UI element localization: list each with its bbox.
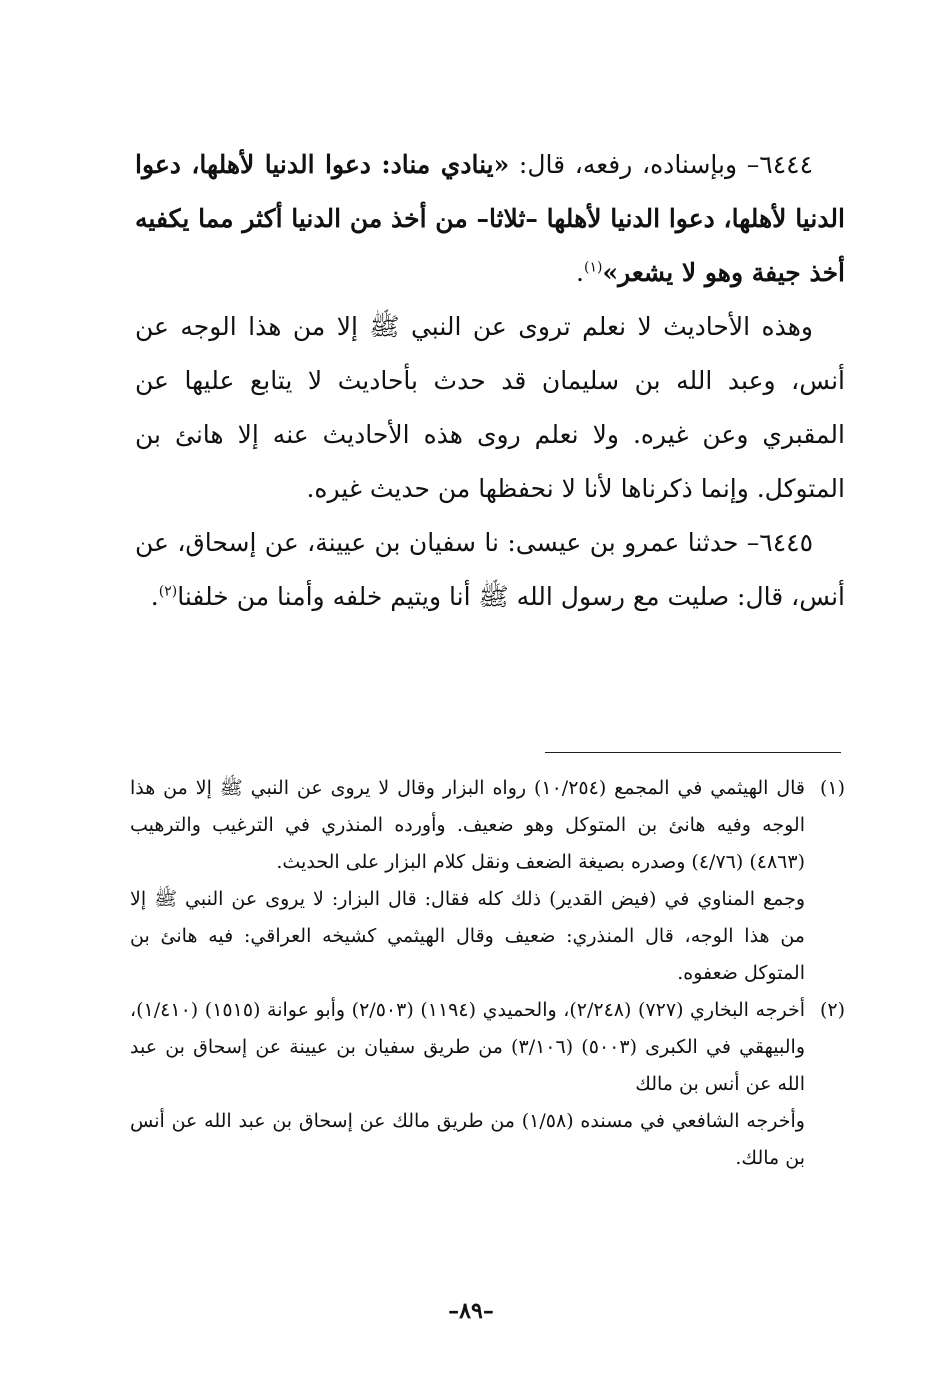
footnote-2-continuation: وأخرجه الشافعي في مسنده (١/٥٨) من طريق مالك عن إسحاق بن عبد الله عن أنس بن مالك. [130, 1110, 805, 1169]
footnote-1-number: (١) [819, 777, 845, 799]
hadith-6445-text: ٦٤٤٥– حدثنا عمرو بن عيسى: نا سفيان بن عيينة، عن إسحاق، عن أنس، قال: صليت مع رسول الله ﷺ أنا ويتيم خلفه وأمنا من خلفنا [135, 528, 845, 611]
footnote-2 [130, 992, 845, 1103]
footnote-1-continuation: وجمع المناوي في (فيض القدير) ذلك كله فقال: قال البزار: لا يروى عن النبي ﷺ إلا من هذا الوجه، قال المنذري: ضعيف وقال الهيثمي كشيخه العراقي: فيه هانئ بن المتوكل ضعفوه. [130, 888, 805, 984]
hadith-6444-quote: «ينادي مناد: دعوا الدنيا لأهلها، دعوا الدنيا لأهلها، دعوا الدنيا لأهلها –ثلاثا– من أخذ من الدنيا أكثر مما يكفيه أخذ جيفة وهو لا يشعر» [135, 150, 845, 287]
commentary-paragraph: وهذه الأحاديث لا نعلم تروى عن النبي ﷺ إلا من هذا الوجه عن أنس، وعبد الله بن سليمان قد حدث بأحاديث لا يتابع عليها عن المقبري وعن غيره. ولا نعلم روى هذه الأحاديث عنه إلا هانئ بن المتوكل. وإنما ذكرناها لأنا لا نحفظها من حديث غيره. [135, 312, 845, 503]
footnote-1-text: قال الهيثمي في المجمع (١٠/٢٥٤) رواه البزار وقال لا يروى عن النبي ﷺ إلا من هذا الوجه وفيه هانئ بن المتوكل وهو ضعيف. وأورده المنذري في الترغيب والترهيب (٤٨٦٣) (٤/٧٦) وصدره بصيغة الضعف ونقل كلام البزار على الحديث. [130, 777, 805, 873]
footnote-ref-2: (٢) [158, 583, 178, 600]
hadith-6444-prefix: ٦٤٤٤– وبإسناده، رفعه، قال: [509, 150, 813, 179]
hadith-6444-end: . [576, 258, 584, 287]
footnote-2-text: أخرجه البخاري (٧٢٧) (٢/٢٤٨)، والحميدي (١١٩٤) (٢/٥٠٣) وأبو عوانة (١٥١٥) (١/٤١٠)، والبيهقي في الكبرى (٥٠٠٣) (٣/١٠٦) من طريق سفيان بن عيينة عن إسحاق بن عبد الله عن أنس بن مالك [130, 999, 805, 1095]
hadith-6444 [135, 138, 845, 300]
hadith-6445-end: . [150, 582, 159, 611]
hadith-6445 [135, 516, 845, 624]
footnotes [130, 770, 845, 1177]
main-text [135, 138, 845, 624]
page-number: –٨٩– [448, 1298, 494, 1324]
footnote-1 [130, 770, 845, 881]
footnote-2-number: (٢) [819, 999, 845, 1021]
footnote-ref-1: (١) [583, 259, 603, 276]
footnote-separator [545, 752, 841, 753]
